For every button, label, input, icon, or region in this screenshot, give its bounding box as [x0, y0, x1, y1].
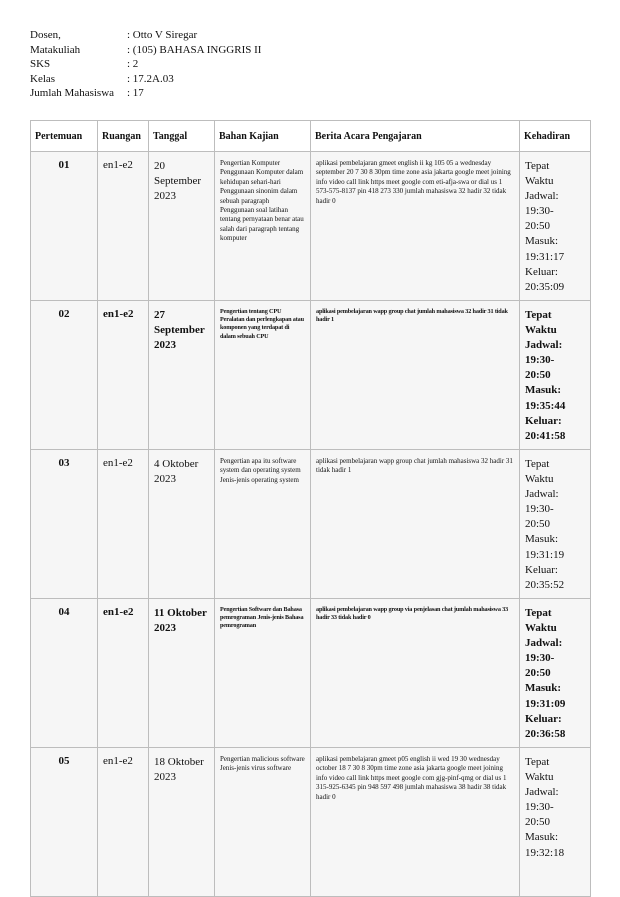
- jumlah-label: Jumlah Mahasiswa: [30, 87, 115, 100]
- kehadiran-line: 19:30-: [525, 503, 554, 516]
- col-header-berita-acara: Berita Acara Pengajaran: [311, 121, 520, 152]
- kehadiran-cell: [520, 301, 591, 450]
- kehadiran-line: 19:30-: [525, 801, 554, 814]
- kehadiran-line: 20:35:52: [525, 578, 565, 591]
- bahan-kajian-cell: Pengertian apa itu software system dan operating system Jenis-jenis operating system: [215, 450, 311, 599]
- ruangan-cell: en1-e2: [98, 301, 149, 450]
- bahan-kajian-cell: Pengertian malicious software Jenis-jenis virus software: [215, 748, 311, 897]
- berita-acara-cell: aplikasi pembelajaran wapp group via penjelasan chat jumlah mahasiswa 33 hadir 33 tidak hadir 0: [311, 599, 520, 748]
- bahan-kajian-cell: Pengertian Software dan Bahasa pemrograman Jenis-jenis Bahasa pemrograman: [215, 599, 311, 748]
- tanggal-cell: 11 Oktober 2023: [149, 599, 215, 748]
- kehadiran-line: 20:50: [525, 220, 551, 233]
- kehadiran-line: 19:30-: [525, 652, 555, 665]
- kehadiran-line: 20:41:58: [525, 429, 566, 442]
- jumlah-row: [30, 86, 261, 101]
- bahan-kajian-cell: Pengertian tentang CPU Peralatan dan perlengkapan atau komponen yang terdapat di dalam sebuah CPU: [215, 301, 311, 450]
- kehadiran-line: Masuk:: [525, 682, 562, 695]
- matakuliah-value: : (105) BAHASA INGGRIS II: [127, 43, 262, 56]
- kehadiran-line: 19:35:44: [525, 399, 566, 412]
- pertemuan-cell: 01: [31, 152, 98, 301]
- kehadiran-line: Waktu: [525, 175, 554, 188]
- tanggal-cell: 18 Oktober 2023: [149, 748, 215, 897]
- kehadiran-line: Waktu: [525, 771, 554, 784]
- kehadiran-line: 19:30-: [525, 205, 554, 218]
- ruangan-cell: en1-e2: [98, 152, 149, 301]
- kehadiran-line: Jadwal:: [525, 637, 563, 650]
- col-header-tanggal: Tanggal: [149, 121, 215, 152]
- matakuliah-row: [30, 43, 261, 58]
- kehadiran-line: Keluar:: [525, 265, 558, 278]
- kehadiran-line: Tepat: [525, 458, 550, 470]
- sks-value: : 2: [127, 58, 139, 71]
- kehadiran-cell: [520, 152, 591, 301]
- kehadiran-line: 20:50: [525, 518, 551, 531]
- table-row: [31, 599, 591, 748]
- sks-label: SKS: [30, 58, 51, 71]
- kehadiran-line: 19:31:19: [525, 548, 565, 561]
- kehadiran-line: Jadwal:: [525, 488, 559, 501]
- berita-acara-cell: aplikasi pembelajaran gmeet p05 english ii wed 19 30 wednesday october 18 7 30 8 30pm time zone asia jakarta google meet joining info video call link https meet google com gjg-pinf-qmg or dial us 1 315-925-6345 pin 948 597 498 jumlah mahasiswa 38 hadir 38 tidak hadir 0: [311, 748, 520, 897]
- kehadiran-line: 19:31:09: [525, 697, 566, 710]
- kehadiran-line: Masuk:: [525, 533, 558, 546]
- tanggal-cell: 27 September 2023: [149, 301, 215, 450]
- berita-acara-cell: aplikasi pembelajaran gmeet english ii kg 105 05 a wednesday september 20 7 30 8 30pm time zone asia jakarta google meet joining info video call link https meet google com eti-afja-swa or dial us 1 573-575-8137 pin 418 273 330 jumlah mahasiswa 32 hadir 32 tidak hadir 0: [311, 152, 520, 301]
- bahan-kajian-cell: Pengertian Komputer Penggunaan Komputer dalam kehidupan sehari-hari Penggunaan sinonim dalam sebuah paragraph Penggunaan soal latihan tentang pernyataan benar atau salah dari paragraph tentang komputer: [215, 152, 311, 301]
- pertemuan-cell: 04: [31, 599, 98, 748]
- kehadiran-cell: [520, 748, 591, 897]
- ruangan-cell: en1-e2: [98, 748, 149, 897]
- kelas-row: [30, 72, 261, 87]
- dosen-row: [30, 28, 261, 43]
- kehadiran-line: Keluar:: [525, 414, 562, 427]
- kehadiran-line: 19:31:17: [525, 250, 565, 263]
- kehadiran-line: Tepat: [525, 607, 552, 619]
- table-row: [31, 450, 591, 599]
- kehadiran-line: Waktu: [525, 473, 554, 486]
- pertemuan-cell: 03: [31, 450, 98, 599]
- kehadiran-line: Keluar:: [525, 712, 562, 725]
- kelas-label: Kelas: [30, 72, 56, 85]
- pertemuan-cell: 02: [31, 301, 98, 450]
- kelas-value: : 17.2A.03: [127, 72, 174, 85]
- matakuliah-label: Matakuliah: [30, 43, 81, 56]
- kehadiran-line: 20:50: [525, 369, 551, 382]
- kehadiran-line: 20:50: [525, 667, 551, 680]
- kehadiran-line: 19:30-: [525, 354, 555, 367]
- kehadiran-line: Tepat: [525, 309, 552, 321]
- kehadiran-line: 20:36:58: [525, 727, 566, 740]
- col-header-ruangan: Ruangan: [98, 121, 149, 152]
- ruangan-cell: en1-e2: [98, 450, 149, 599]
- kehadiran-line: Jadwal:: [525, 786, 559, 799]
- tanggal-cell: 20 September 2023: [149, 152, 215, 301]
- kehadiran-line: Tepat: [525, 756, 550, 768]
- dosen-label: Dosen,: [30, 29, 61, 41]
- kehadiran-line: Masuk:: [525, 235, 558, 248]
- kehadiran-line: Waktu: [525, 622, 557, 635]
- table-row: [31, 152, 591, 301]
- kehadiran-line: Tepat: [525, 160, 550, 172]
- table-header-row: [31, 121, 591, 152]
- col-header-pertemuan: Pertemuan: [31, 121, 98, 152]
- kehadiran-line: Keluar:: [525, 563, 558, 576]
- table-row: [31, 748, 591, 897]
- course-header: [30, 28, 261, 101]
- kehadiran-line: Waktu: [525, 324, 557, 337]
- tanggal-cell: 4 Oktober 2023: [149, 450, 215, 599]
- kehadiran-line: Masuk:: [525, 831, 558, 844]
- col-header-kehadiran: Kehadiran: [520, 121, 591, 152]
- jumlah-value: : 17: [127, 87, 144, 100]
- berita-acara-cell: aplikasi pembelajaran wapp group chat jumlah mahasiswa 32 hadir 31 tidak hadir 1: [311, 301, 520, 450]
- kehadiran-line: Jadwal:: [525, 190, 559, 203]
- kehadiran-line: Jadwal:: [525, 339, 563, 352]
- sks-row: [30, 57, 261, 72]
- pertemuan-cell: 05: [31, 748, 98, 897]
- table-row: [31, 301, 591, 450]
- berita-acara-cell: aplikasi pembelajaran wapp group chat jumlah mahasiswa 32 hadir 31 tidak hadir 1: [311, 450, 520, 599]
- kehadiran-line: 20:50: [525, 816, 551, 829]
- kehadiran-line: Masuk:: [525, 384, 562, 397]
- ruangan-cell: en1-e2: [98, 599, 149, 748]
- attendance-table: [30, 120, 591, 897]
- kehadiran-cell: [520, 599, 591, 748]
- col-header-bahan-kajian: Bahan Kajian: [215, 121, 311, 152]
- kehadiran-line: 19:32:18: [525, 846, 565, 859]
- kehadiran-line: 20:35:09: [525, 280, 565, 293]
- dosen-value: : Otto V Siregar: [127, 29, 198, 41]
- kehadiran-cell: [520, 450, 591, 599]
